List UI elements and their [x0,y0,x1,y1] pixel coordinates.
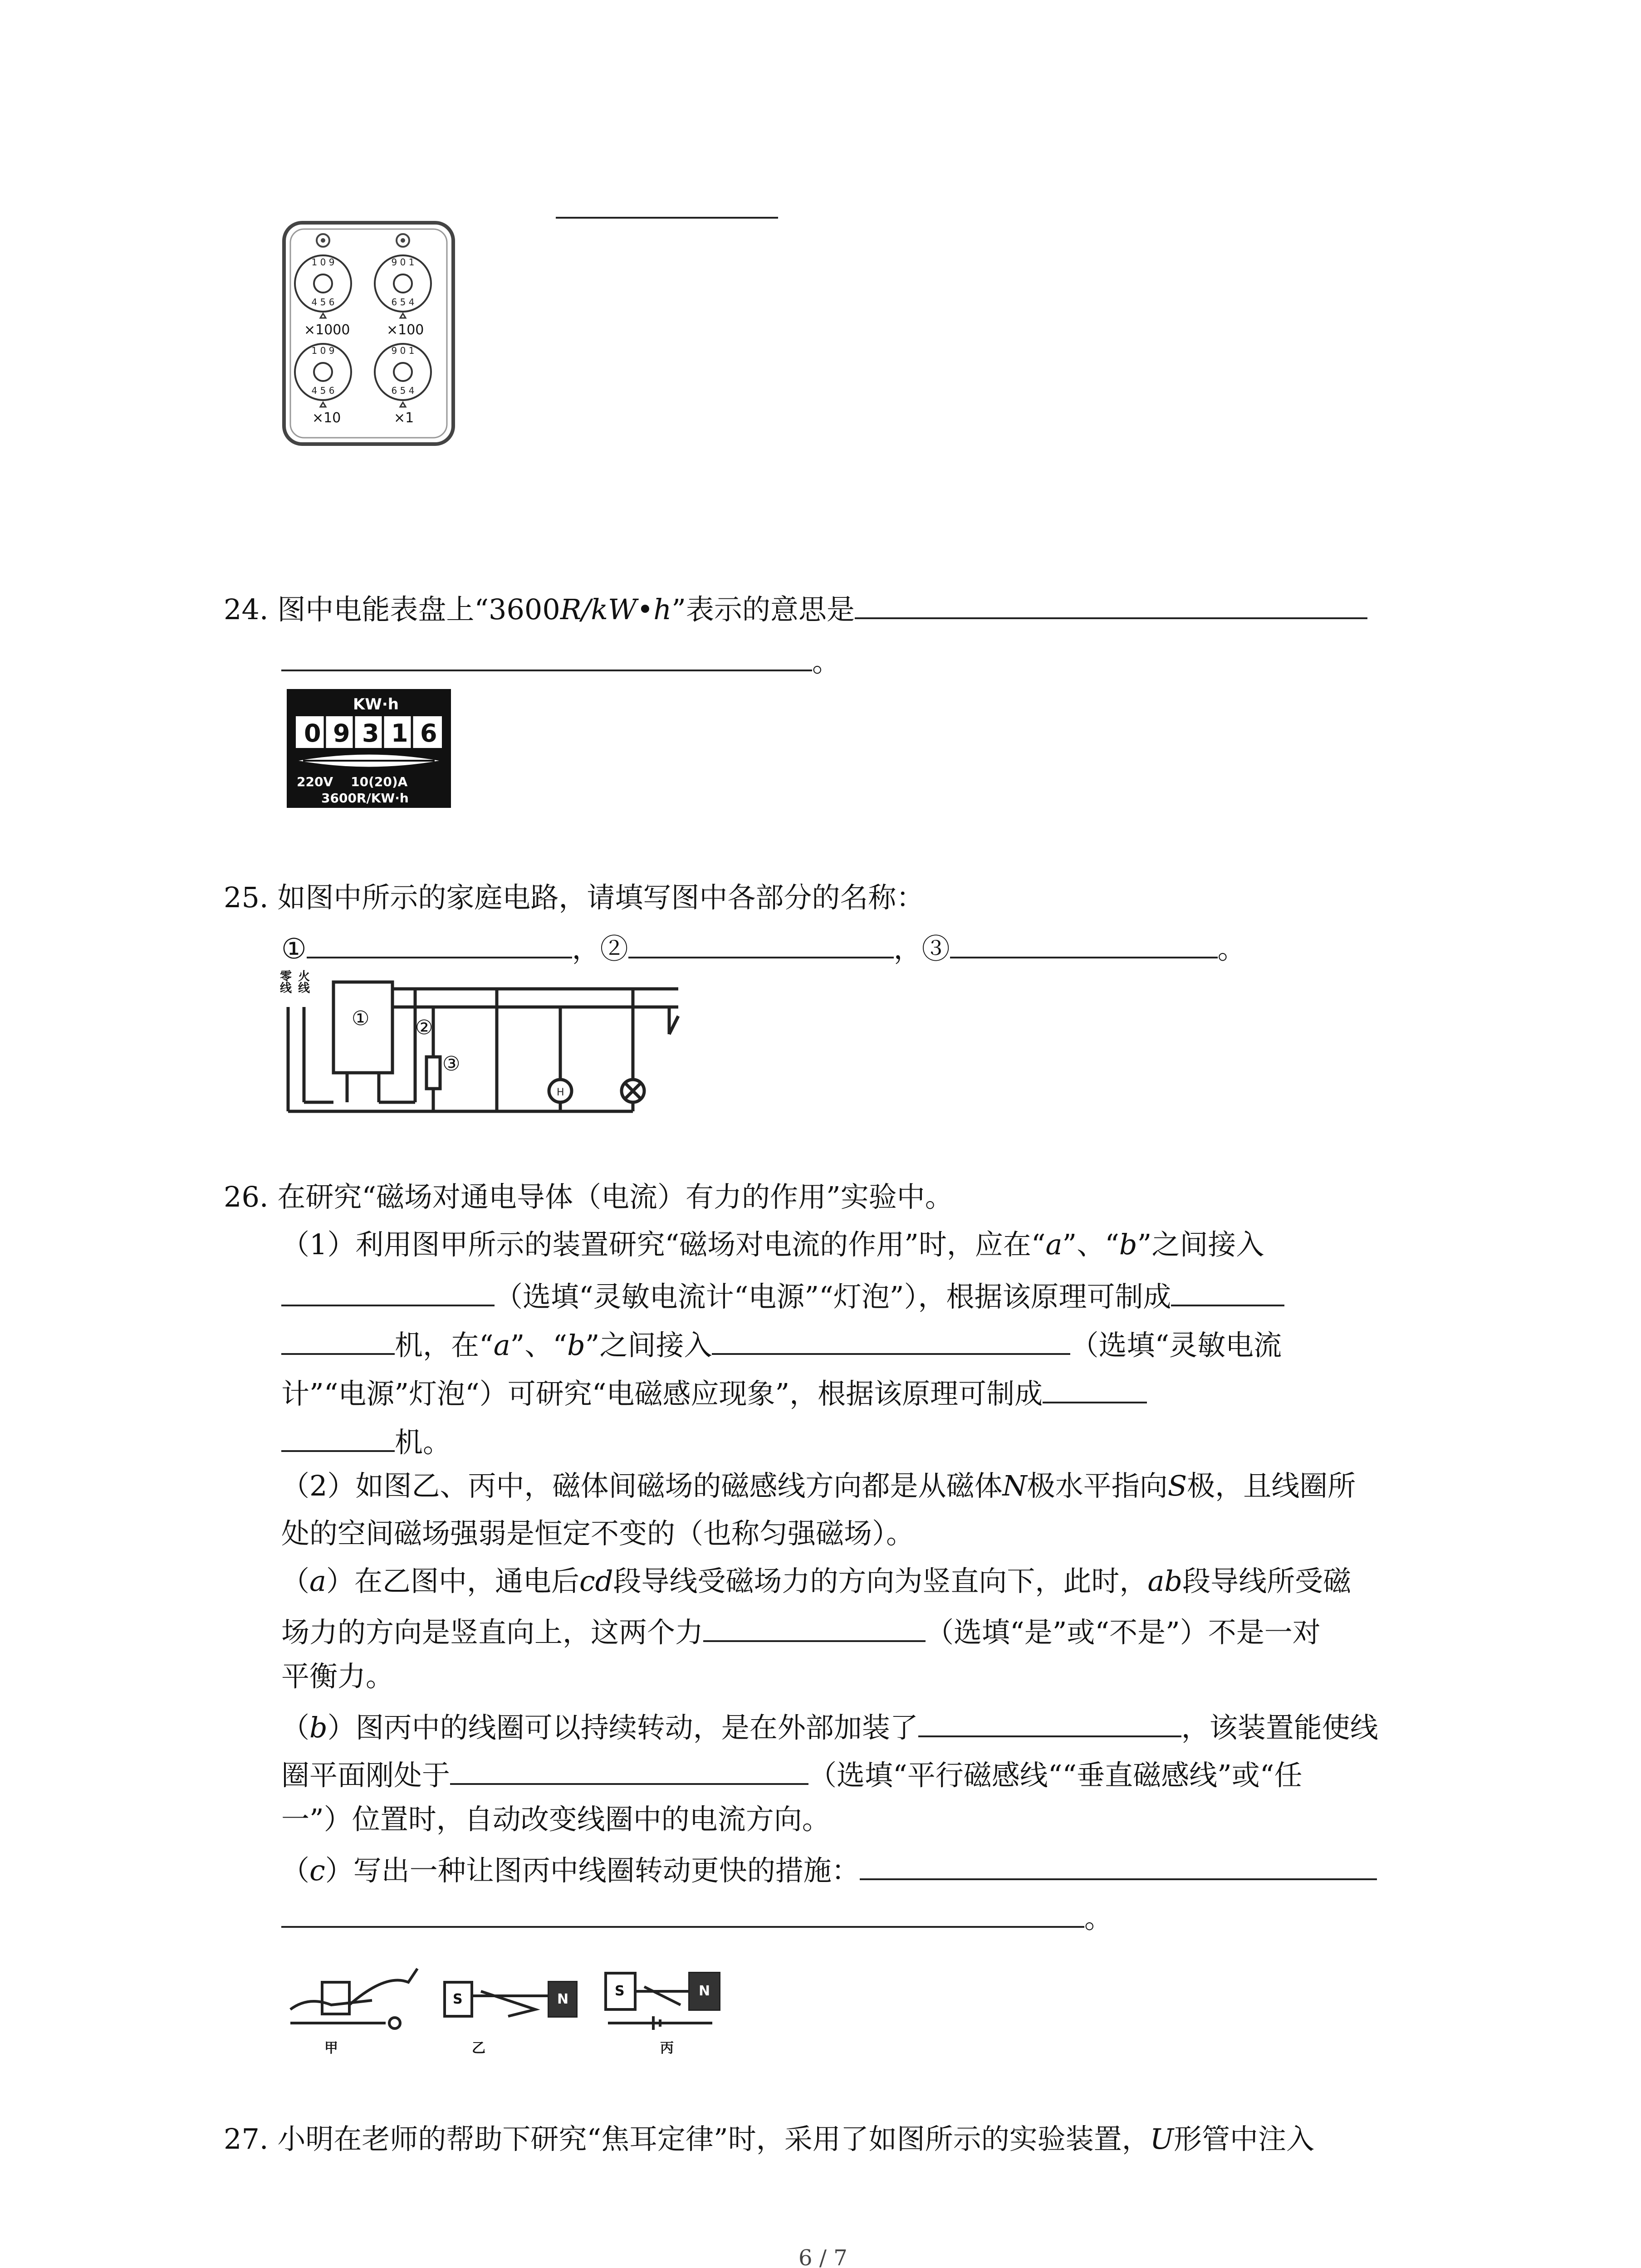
q24-text-before: 图中电能表盘上“3600 [277,592,560,626]
q26-pa-line1 [281,1564,1352,1598]
dial-label-10: ×10 [312,410,341,426]
wire-label-live: 火线 [298,970,310,995]
q26-S: S [1167,1469,1187,1502]
dial-meter-figure [281,220,456,447]
q26-pa-text-2b: （选填“是”或“不是”）不是一对 [926,1615,1321,1649]
q26-pb-text-2a: 圈平面刚处于 [281,1758,451,1792]
q24-end: 。 [812,645,841,678]
svg-text:4 5 6: 4 5 6 [311,297,335,308]
q25-line2 [281,931,1246,963]
q26-blank-8[interactable] [860,1853,1377,1880]
q25-sep-2: ， [893,932,922,965]
q26-blank-1[interactable] [281,1279,495,1306]
q25-number: 25. [224,881,269,914]
dial-label-1000: ×1000 [304,322,350,338]
q26-pc-end: 。 [1084,1901,1113,1935]
meter-digit-2: 9 [333,719,350,748]
meter-rating: 220V 10(20)A [297,774,408,789]
q26-pa-text-3: 平衡力。 [281,1660,394,1693]
q25-sep-1: ， [572,932,600,965]
q26-pb-text-2b: （选填“平行磁感线““垂直磁感线”或“任 [808,1758,1303,1792]
q26-title-text: 在研究“磁场对通电导体（电流）有力的作用”实验中。 [277,1180,953,1213]
q26-blank-3[interactable] [712,1328,1070,1355]
fig-label-jia: 甲 [324,2040,338,2056]
q26-p2-text-2: 处的空间磁场强弱是恒定不变的（也称匀强磁场）。 [281,1517,915,1550]
q26-p1-line1 [281,1228,1264,1261]
dial-label-1: ×1 [394,410,414,426]
magnet-label-s-2: S [615,1983,625,1999]
q26-pc-open: （ [281,1853,310,1887]
q27-U: U [1150,2122,1174,2156]
q26-pc-line2 [281,1901,1113,1935]
q26-blank-6[interactable] [918,1710,1181,1737]
q25-mark-3: ③ [921,932,950,965]
q26-pb-line2 [281,1758,1303,1792]
q26-pa-text-1c: 段导线受磁场力的方向为竖直向下，此时， [613,1564,1148,1598]
q26-p1-text-2: （选填“灵敏电流计“电源”“灯泡”），根据该原理可制成 [495,1280,1171,1313]
q25-mark-2: ② [600,932,628,965]
fig-mark-1: ① [352,1007,370,1030]
q26-pb-letter: b [309,1711,328,1744]
meter-digit-1: 0 [304,719,321,748]
q26-b-1: b [1119,1228,1137,1261]
q26-N: N [1002,1469,1027,1502]
q26-blank-4[interactable] [1043,1376,1147,1403]
svg-text:1 0 9: 1 0 9 [311,345,335,356]
motor-experiment-figures [281,1955,740,2059]
magnet-label-n-1: N [557,1991,569,2007]
q26-number: 26. [224,1180,269,1213]
q26-blank-4b[interactable] [281,1425,395,1452]
svg-text:9 0 1: 9 0 1 [391,257,415,268]
q26-ab: ab [1147,1564,1183,1598]
q26-pa-text-1d: 段导线所受磁 [1182,1564,1352,1598]
meter-digit-4: 1 [391,719,408,748]
q26-mid-1: ”、“ [1062,1228,1119,1261]
svg-text:6 5 4: 6 5 4 [391,297,415,308]
magnet-label-s-1: S [453,1991,463,2007]
electric-meter-figure [285,687,453,810]
q26-pb-line3 [281,1803,830,1836]
q26-blank-2b[interactable] [281,1328,395,1355]
q26-blank-8b[interactable] [281,1901,1084,1928]
q25-end: 。 [1217,932,1246,965]
q26-pa-line3 [281,1662,394,1691]
q26-pb-open: （ [281,1711,310,1744]
q24-text-after: ”表示的意思是 [671,592,855,626]
q26-p1-line3 [281,1328,1282,1362]
q24-blank-1[interactable] [855,592,1367,619]
q26-cd: cd [579,1564,613,1598]
q27-number: 27. [224,2122,269,2156]
q24-line1 [224,592,1367,624]
svg-text:H: H [557,1087,564,1098]
q26-pa-letter: a [309,1564,326,1598]
q26-pb-text-1c: ，该装置能使线 [1181,1711,1378,1744]
q26-p2-line1 [281,1469,1356,1502]
q26-p2-text-1c: 极，且线圈所 [1187,1469,1356,1502]
q26-p1-text-5: 机。 [395,1425,451,1459]
q26-p2-line2 [281,1517,915,1550]
meter-constant: 3600R/KW·h [321,791,409,806]
page-number: 6 / 7 [798,2245,847,2268]
wire-label-neutral: 零线 [280,970,292,995]
q25-text: 如图中所示的家庭电路，请填写图中各部分的名称： [277,881,925,914]
q26-pa-text-2a: 场力的方向是竖直向上，这两个力 [281,1615,704,1649]
q26-p1-line4 [281,1376,1147,1408]
q27-line1 [224,2122,1315,2156]
meter-title: KW·h [353,695,399,714]
q26-blank-2[interactable] [1171,1279,1284,1306]
q26-pc-line1 [281,1853,1377,1885]
q26-pa-open: （ [281,1564,310,1598]
svg-text:1 0 9: 1 0 9 [311,257,335,268]
q26-p1-text-3c: （选填“灵敏电流 [1070,1328,1282,1362]
dial-label-100: ×100 [387,322,424,338]
fig-mark-3: ③ [442,1052,460,1075]
fig-mark-2: ② [415,1016,433,1039]
q25-blank-3[interactable] [950,931,1218,958]
q26-pb-text-1b: ）图丙中的线圈可以持续转动，是在外部加装了 [327,1711,918,1744]
q26-p1-text-1: （1）利用图甲所示的装置研究“磁场对电流的作用”时，应在“ [281,1228,1046,1261]
q26-blank-5[interactable] [703,1615,926,1642]
q26-pc-text-1b: ）写出一种让图丙中线圈转动更快的措施： [325,1853,860,1887]
q26-pa-line2 [281,1615,1321,1647]
meter-digit-5: 6 [420,719,437,748]
q26-p1-text-4: 计”“电源”灯泡“）可研究“电磁感应现象”，根据该原理可制成 [281,1377,1043,1410]
q26-p2-text-1b: 极水平指向 [1027,1469,1168,1502]
q25-mark-1: ① [281,932,307,965]
q26-title [224,1180,953,1213]
q27-text-b: 形管中注入 [1174,2122,1315,2156]
q24-unit: R/kW•h [560,592,672,626]
q26-p1-line5 [281,1425,451,1457]
q26-pc-letter: c [309,1853,325,1887]
q26-p1-line2 [281,1279,1284,1311]
answer-line[interactable] [556,217,778,219]
q26-mid-2: ”、“ [510,1328,568,1362]
q24-number: 24. [224,592,269,626]
q26-a-1: a [1045,1228,1063,1261]
q26-blank-7[interactable] [450,1758,808,1785]
q25-blank-2[interactable] [628,931,894,958]
meter-digit-3: 3 [362,719,379,748]
fig-label-yi: 乙 [472,2040,485,2056]
household-circuit-figure [279,966,687,1120]
q26-a-2: a [493,1328,510,1362]
q26-p1-text-3b: ”之间接入 [585,1328,712,1362]
svg-text:9 0 1: 9 0 1 [391,345,415,356]
q24-blank-2[interactable] [281,644,812,671]
svg-text:6 5 4: 6 5 4 [391,385,415,396]
fig-label-bing: 丙 [660,2040,674,2056]
q26-pa-text-1b: ）在乙图中，通电后 [326,1564,579,1598]
q26-p1-text-3a: 机，在“ [395,1328,494,1362]
magnet-label-n-2: N [699,1983,710,1999]
q26-b-2: b [567,1328,585,1362]
q24-line2 [281,644,840,676]
q25-line1 [224,881,925,914]
q27-text-a: 小明在老师的帮助下研究“焦耳定律”时，采用了如图所示的实验装置， [277,2122,1150,2156]
q26-pb-line1 [281,1710,1378,1742]
q26-p1-text-1-end: ”之间接入 [1137,1228,1264,1261]
q25-blank-1[interactable] [307,931,572,958]
svg-text:4 5 6: 4 5 6 [311,385,335,396]
q26-p2-text-1a: （2）如图乙、丙中，磁体间磁场的磁感线方向都是从磁体 [281,1469,1003,1502]
q26-pb-text-3: 一”）位置时，自动改变线圈中的电流方向。 [281,1803,830,1836]
